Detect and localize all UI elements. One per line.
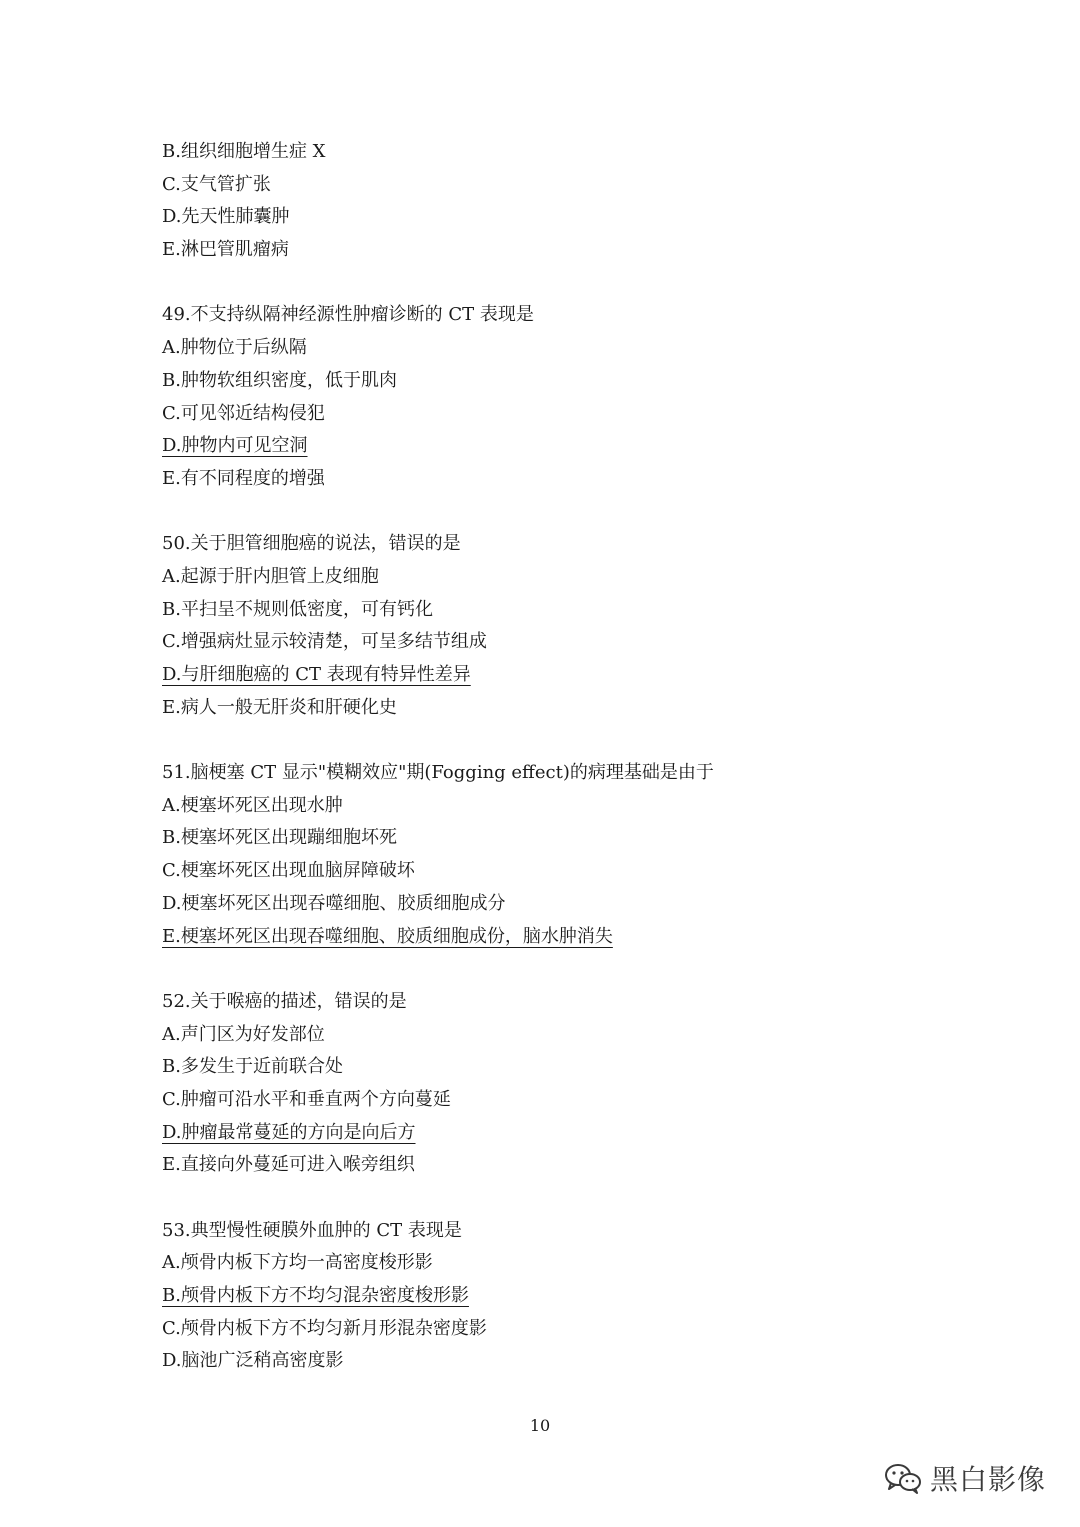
question-line xyxy=(162,365,1022,398)
line-text: 53.典型慢性硬膜外血肿的 CT 表现是 xyxy=(162,1219,462,1241)
correct-answer-line xyxy=(162,1117,1022,1150)
line-text: A.起源于肝内胆管上皮细胞 xyxy=(162,565,379,587)
question-line xyxy=(162,136,1022,169)
question-block xyxy=(162,136,1022,267)
question-block xyxy=(162,299,1022,495)
line-text: D.脑池广泛稍高密度影 xyxy=(162,1350,344,1372)
line-text: E.梗塞坏死区出现吞噬细胞、胶质细胞成份，脑水肿消失 xyxy=(162,925,613,947)
line-text: B.多发生于近前联合处 xyxy=(162,1056,343,1078)
line-text: D.梗塞坏死区出现吞噬细胞、胶质细胞成分 xyxy=(162,892,506,914)
question-block xyxy=(162,1215,1022,1378)
question-line xyxy=(162,790,1022,823)
question-line xyxy=(162,888,1022,921)
line-text: B.颅骨内板下方不均匀混杂密度梭形影 xyxy=(162,1285,469,1307)
line-text: D.先天性肺囊肿 xyxy=(162,206,290,228)
line-text: C.可见邻近结构侵犯 xyxy=(162,402,325,424)
correct-answer-line xyxy=(162,921,1022,954)
line-text: E.直接向外蔓延可进入喉旁组织 xyxy=(162,1154,415,1176)
correct-answer-line xyxy=(162,1280,1022,1313)
question-line xyxy=(162,855,1022,888)
line-text: B.组织细胞增生症 X xyxy=(162,141,326,162)
correct-answer-line xyxy=(162,659,1022,692)
question-line xyxy=(162,1084,1022,1117)
line-text: D.肿物内可见空洞 xyxy=(162,435,308,457)
line-text: B.梗塞坏死区出现蹦细胞坏死 xyxy=(162,827,397,849)
block-spacer xyxy=(162,496,1022,529)
line-text: B.平扫呈不规则低密度，可有钙化 xyxy=(162,598,433,620)
line-text: 49.不支持纵隔神经源性肿瘤诊断的 CT 表现是 xyxy=(162,304,534,326)
question-line xyxy=(162,1345,1022,1378)
question-line xyxy=(162,1247,1022,1280)
block-spacer xyxy=(162,724,1022,757)
line-text: 50.关于胆管细胞癌的说法，错误的是 xyxy=(162,533,461,555)
question-block xyxy=(162,757,1022,953)
line-text: E.病人一般无肝炎和肝硬化史 xyxy=(162,696,397,718)
wechat-icon xyxy=(884,1462,922,1494)
line-text: E.淋巴管肌瘤病 xyxy=(162,239,289,261)
block-spacer xyxy=(162,267,1022,300)
line-text: C.颅骨内板下方不均匀新月形混杂密度影 xyxy=(162,1317,487,1339)
question-block xyxy=(162,986,1022,1182)
question-line xyxy=(162,692,1022,725)
line-text: C.肿瘤可沿水平和垂直两个方向蔓延 xyxy=(162,1088,451,1110)
page-number: 10 xyxy=(529,1416,551,1435)
line-text: 52.关于喉癌的描述，错误的是 xyxy=(162,990,407,1012)
line-text: 51.脑梗塞 CT 显示"模糊效应"期(Fogging effect)的病理基础是由于 xyxy=(162,762,714,784)
watermark xyxy=(884,1458,1046,1498)
question-line xyxy=(162,332,1022,365)
question-line xyxy=(162,234,1022,267)
question-list xyxy=(162,136,1022,1378)
question-line xyxy=(162,1051,1022,1084)
line-text: B.肿物软组织密度，低于肌肉 xyxy=(162,369,397,391)
line-text: D.与肝细胞癌的 CT 表现有特异性差异 xyxy=(162,664,471,685)
question-line xyxy=(162,757,1022,790)
line-text: C.支气管扩张 xyxy=(162,173,271,195)
line-text: A.声门区为好发部位 xyxy=(162,1023,325,1045)
question-line xyxy=(162,1215,1022,1248)
question-line xyxy=(162,299,1022,332)
line-text: E.有不同程度的增强 xyxy=(162,467,325,489)
correct-answer-line xyxy=(162,430,1022,463)
question-line xyxy=(162,561,1022,594)
line-text: C.梗塞坏死区出现血脑屏障破坏 xyxy=(162,860,415,882)
question-line xyxy=(162,528,1022,561)
block-spacer xyxy=(162,1182,1022,1215)
question-line xyxy=(162,463,1022,496)
line-text: A.颅骨内板下方均一高密度梭形影 xyxy=(162,1252,433,1274)
question-line xyxy=(162,398,1022,431)
line-text: C.增强病灶显示较清楚，可呈多结节组成 xyxy=(162,631,487,653)
question-line xyxy=(162,169,1022,202)
watermark-text: 黑白影像 xyxy=(929,1463,1046,1496)
question-line xyxy=(162,594,1022,627)
question-line xyxy=(162,822,1022,855)
question-line xyxy=(162,201,1022,234)
line-text: A.肿物位于后纵隔 xyxy=(162,337,307,359)
question-block xyxy=(162,528,1022,724)
line-text: D.肿瘤最常蔓延的方向是向后方 xyxy=(162,1121,416,1143)
question-line xyxy=(162,1149,1022,1182)
block-spacer xyxy=(162,953,1022,986)
question-line xyxy=(162,986,1022,1019)
question-line xyxy=(162,1019,1022,1052)
line-text: A.梗塞坏死区出现水肿 xyxy=(162,794,343,816)
question-line xyxy=(162,626,1022,659)
question-line xyxy=(162,1313,1022,1346)
